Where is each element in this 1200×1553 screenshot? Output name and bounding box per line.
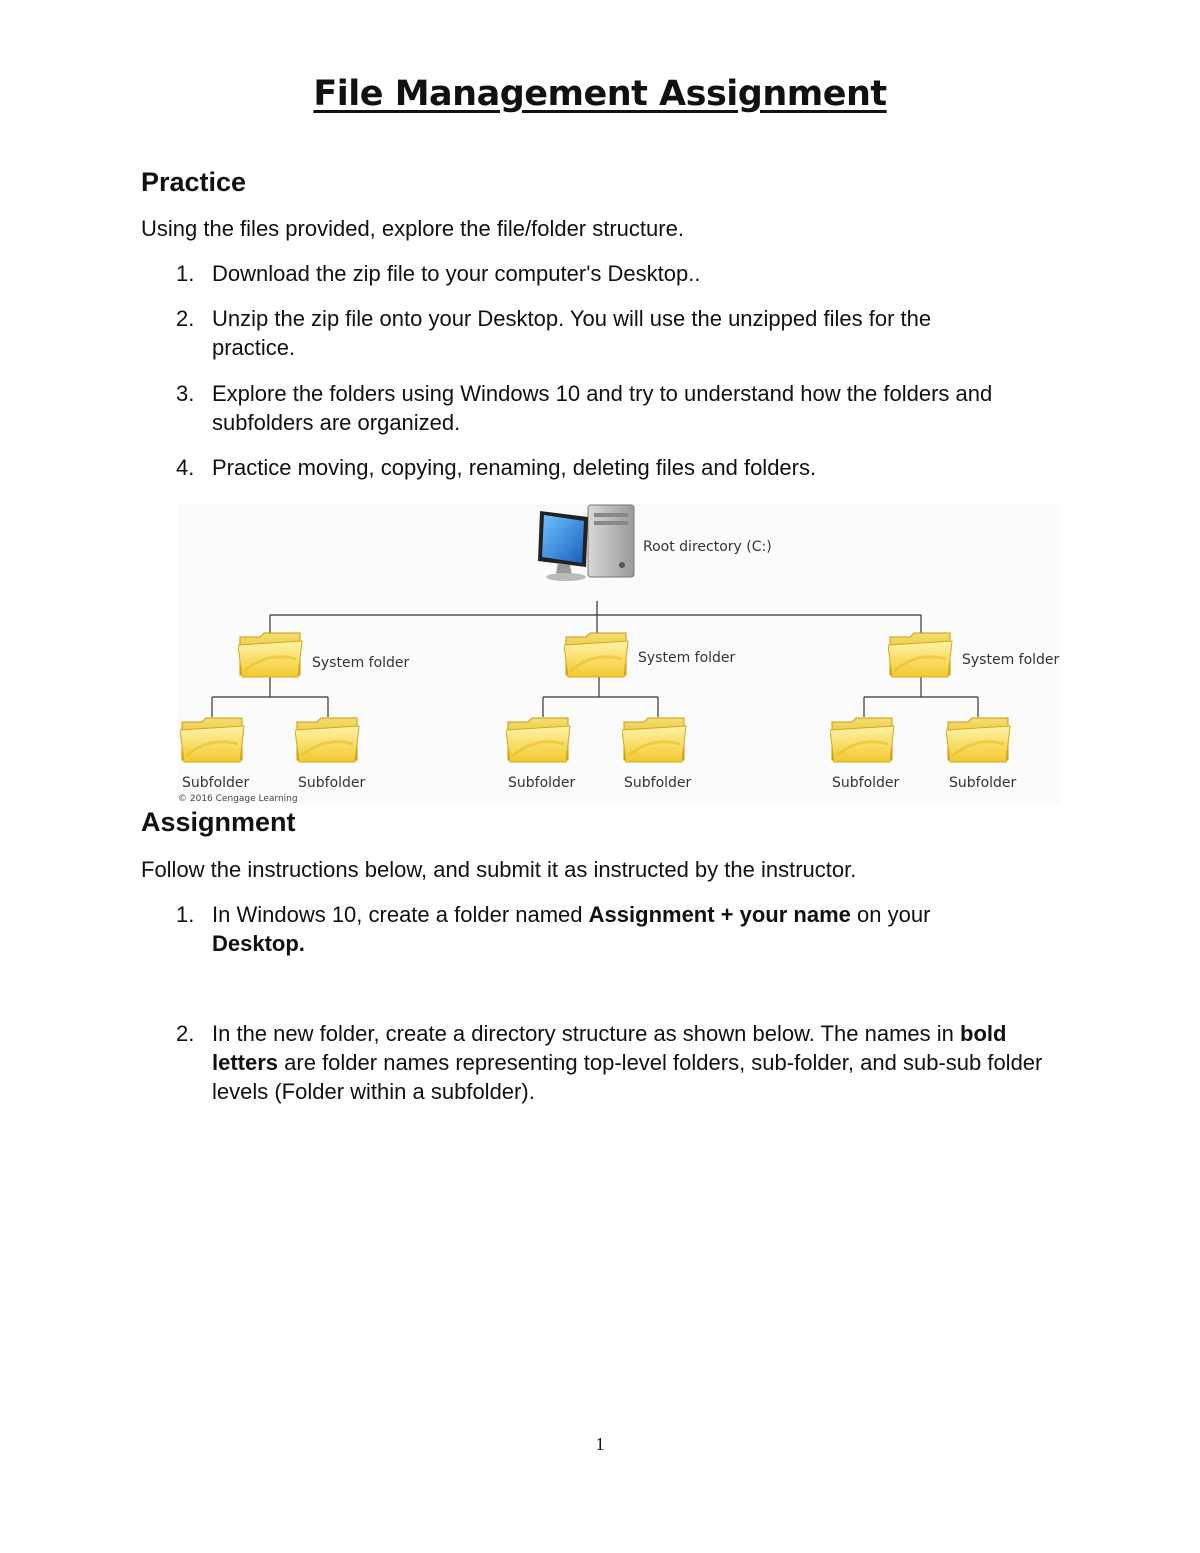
system-folder-icon bbox=[238, 633, 302, 677]
folder-hierarchy-svg bbox=[178, 503, 1060, 803]
subfolder-label: Subfolder bbox=[832, 775, 900, 791]
subfolder-icon bbox=[946, 718, 1010, 762]
step-text bbox=[212, 1019, 1066, 1106]
assignment-heading: Assignment bbox=[141, 807, 296, 837]
bold-letters-emphasis: bold letters bbox=[212, 1021, 1007, 1075]
subfolder-icon bbox=[180, 718, 244, 762]
root-directory-label: Root directory (C:) bbox=[643, 539, 772, 555]
assignment-step-2 bbox=[176, 1019, 1066, 1106]
assignment-step-1 bbox=[176, 900, 996, 958]
subfolder-icon bbox=[830, 718, 894, 762]
document-title: File Management Assignment bbox=[313, 74, 887, 114]
step-text-part: on your bbox=[850, 902, 931, 927]
practice-step-4 bbox=[176, 453, 1076, 482]
step-number: 1. bbox=[176, 261, 195, 286]
system-folder-icon bbox=[888, 633, 952, 677]
subfolder-label: Subfolder bbox=[949, 775, 1017, 791]
step-text: Practice moving, copying, renaming, deleting files and folders. bbox=[212, 455, 817, 480]
system-folder-icon bbox=[564, 633, 628, 677]
step-number: 4. bbox=[176, 455, 195, 480]
subfolder-label: Subfolder bbox=[624, 775, 692, 791]
desktop-emphasis: Desktop. bbox=[212, 931, 305, 956]
practice-step-3 bbox=[176, 379, 1056, 437]
subfolder-icon bbox=[295, 718, 359, 762]
subfolder-label: Subfolder bbox=[508, 775, 576, 791]
subfolder-icon bbox=[622, 718, 686, 762]
practice-intro: Using the files provided, explore the file/folder structure. bbox=[141, 216, 684, 241]
step-text bbox=[212, 900, 996, 958]
step-text: Explore the folders using Windows 10 and try to understand how the folders and subfolders are organized. bbox=[212, 381, 993, 435]
subfolder-icon bbox=[506, 718, 570, 762]
subfolder-label: Subfolder bbox=[182, 775, 250, 791]
page-number: 1 bbox=[595, 1434, 605, 1454]
step-number: 1. bbox=[176, 902, 195, 927]
step-text-part: are folder names representing top-level folders, sub-folder, and sub-sub folder levels (Folder within a subfolder). bbox=[212, 1050, 1043, 1104]
practice-heading: Practice bbox=[141, 167, 247, 197]
assignment-intro: Follow the instructions below, and submit it as instructed by the instructor. bbox=[141, 857, 857, 882]
step-number: 2. bbox=[176, 1021, 195, 1046]
practice-step-1 bbox=[176, 259, 1076, 288]
system-folder-label: System folder bbox=[638, 650, 736, 666]
computer-icon bbox=[538, 505, 634, 581]
step-number: 2. bbox=[176, 306, 195, 331]
system-folder-label: System folder bbox=[962, 652, 1060, 668]
copyright-note: © 2016 Cengage Learning bbox=[178, 794, 298, 803]
practice-step-2 bbox=[176, 304, 996, 362]
step-text: Unzip the zip file onto your Desktop. You will use the unzipped files for the practice. bbox=[212, 306, 932, 360]
system-folder-label: System folder bbox=[312, 655, 410, 671]
folder-name-emphasis: Assignment + your name bbox=[588, 902, 851, 927]
folder-hierarchy-diagram bbox=[178, 503, 1060, 803]
step-text-part: In the new folder, create a directory structure as shown below. The names in bbox=[212, 1021, 960, 1046]
step-text: Download the zip file to your computer's Desktop.. bbox=[212, 261, 701, 286]
step-text-part: In Windows 10, create a folder named bbox=[212, 902, 589, 927]
subfolder-label: Subfolder bbox=[298, 775, 366, 791]
step-number: 3. bbox=[176, 381, 195, 406]
